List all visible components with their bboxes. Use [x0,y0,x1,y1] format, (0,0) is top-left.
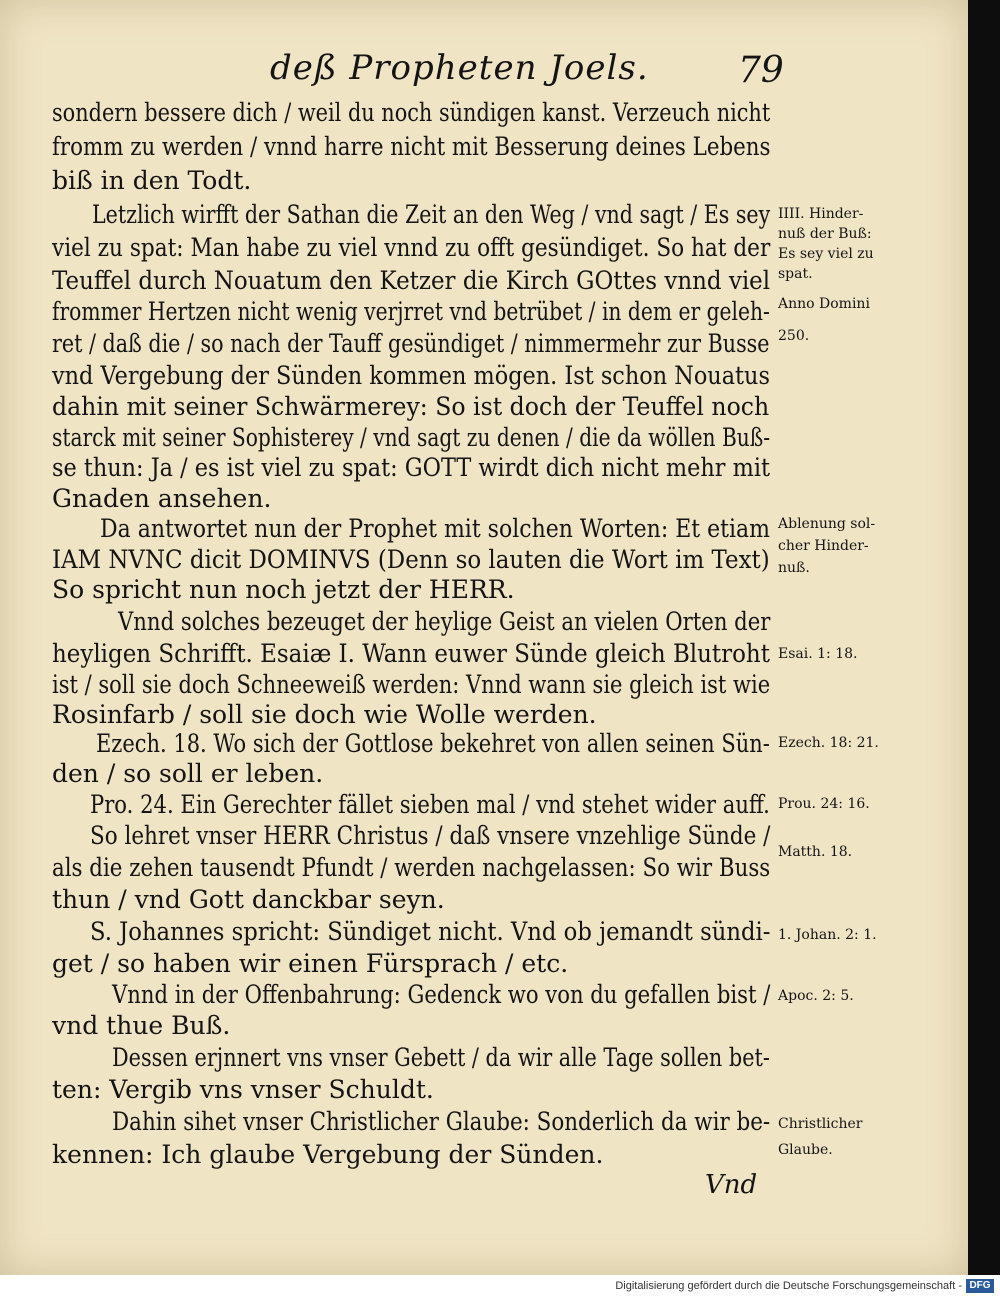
text-line: Pro. 24. Ein Gerechter fället sieben mal / vnd stehet wider auff. [90,790,770,819]
funding-credit: Digitalisierung gefördert durch die Deutsche Forschungsgemeinschaft - [615,1280,962,1292]
dfg-logo-icon: DFG [966,1279,994,1293]
text-line: dahin mit seiner Schwärmerey: So ist doch der Teuffel noch [52,392,770,421]
text-line: ten: Vergib vns vnser Schuldt. [52,1075,434,1104]
text-line: den / so soll er leben. [52,759,324,788]
text-line: se thun: Ja / es ist viel zu spat: GOTT wirdt dich nicht mehr mit [52,453,770,482]
text-line: fromm zu werden / vnnd harre nicht mit Besserung deines Lebens [52,132,771,161]
margin-note: Esai. 1: 18. [778,646,858,662]
margin-note: 1. Johan. 2: 1. [778,927,877,943]
text-line: Letzlich wirfft der Sathan die Zeit an den Weg / vnd sagt / Es sey [92,200,771,229]
text-line: vnd Vergebung der Sünden kommen mögen. Ist schon Nouatus [52,361,770,390]
text-line: vnd thue Buß. [52,1011,231,1040]
text-line: viel zu spat: Man habe zu viel vnnd zu offt gesündiget. So hat der [52,233,771,262]
text-line: ist / soll sie doch Schneeweiß werden: Vnnd wann sie gleich ist wie [52,670,771,699]
text-line: Dessen erjnnert vns vnser Gebett / da wir alle Tage sollen bet- [112,1043,770,1072]
margin-note: nuß der Buß: [778,226,872,242]
margin-note: Ablenung sol- [778,516,876,532]
text-line: frommer Hertzen nicht wenig verjrret vnd betrübet / in dem er geleh- [52,297,770,326]
text-line: heyligen Schrifft. Esaiæ I. Wann euwer Sünde gleich Blutroht [52,639,770,668]
text-line: Ezech. 18. Wo sich der Gottlose bekehret von allen seinen Sün- [96,729,770,758]
text-line: IAM NVNC dicit DOMINVS (Denn so lauten die Wort im Text) [52,545,770,574]
catchword: Vnd [705,1170,758,1200]
text-line: So spricht nun noch jetzt der HERR. [52,575,515,604]
margin-note: IIII. Hinder- [778,206,864,222]
text-line: als die zehen tausendt Pfundt / werden nachgelassen: So wir Buss [52,853,771,882]
margin-note: Anno Domini [778,296,870,312]
margin-note: Matth. 18. [778,844,853,860]
running-head: deß Propheten Joels. [270,48,649,88]
text-line: ret / daß die / so nach der Tauff gesündiget / nimmermehr zur Busse [52,329,770,358]
text-line: Vnnd solches bezeuget der heylige Geist an vielen Orten der [118,607,771,636]
text-line: sondern bessere dich / weil du noch sündigen kanst. Verzeuch nicht [52,98,771,127]
margin-note: Ezech. 18: 21. [778,735,879,751]
text-line: Vnnd in der Offenbahrung: Gedenck wo von du gefallen bist / [112,980,771,1009]
text-line: S. Johannes spricht: Sündiget nicht. Vnd ob jemandt sündi- [90,917,771,946]
text-line: kennen: Ich glaube Vergebung der Sünden. [52,1140,604,1169]
text-line: get / so haben wir einen Fürsprach / etc. [52,949,569,978]
text-line: biß in den Todt. [52,166,252,195]
text-line: So lehret vnser HERR Christus / daß vnsere vnzehlige Sünde / [90,821,771,850]
margin-note: Es sey viel zu [778,246,874,262]
margin-note: nuß. [778,560,810,576]
margin-note: cher Hinder- [778,538,869,554]
margin-note: Prou. 24: 16. [778,796,870,812]
margin-note: spat. [778,266,813,282]
text-line: starck mit seiner Sophisterey / vnd sagt zu denen / die da wöllen Buß- [52,423,771,452]
text-line: thun / vnd Gott danckbar seyn. [52,885,445,914]
margin-note: Apoc. 2: 5. [778,988,854,1004]
text-line: Teuffel durch Nouatum den Ketzer die Kirch GOttes vnnd viel [52,266,771,295]
text-line: Da antwortet nun der Prophet mit solchen Worten: Et etiam [100,514,771,543]
text-line: Dahin sihet vnser Christlicher Glaube: Sonderlich da wir be- [112,1107,771,1136]
margin-note: 250. [778,328,810,344]
margin-note: Christlicher [778,1116,863,1132]
text-line: Gnaden ansehen. [52,484,272,513]
page-number: 79 [738,50,784,91]
margin-note: Glaube. [778,1142,833,1158]
text-line: Rosinfarb / soll sie doch wie Wolle werden. [52,700,597,729]
